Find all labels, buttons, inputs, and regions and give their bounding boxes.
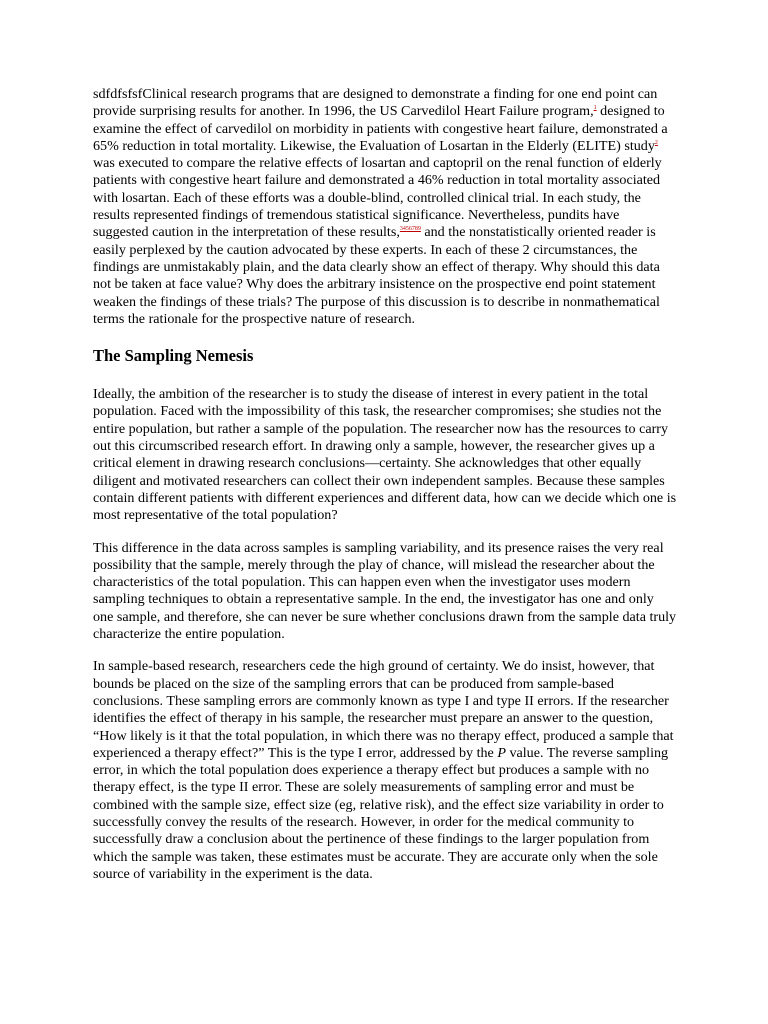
reference-link-1[interactable]: 1 — [593, 105, 597, 112]
section-heading: The Sampling Nemesis — [93, 346, 254, 366]
sampling-paragraph-3 — [93, 658, 677, 883]
document-page — [93, 86, 677, 898]
intro-text-1: sdfdfsfsfClinical research programs that are designed to demonstrate a finding for one end point can provide surprising results for another. In 1996, the US Carvedilol Heart Failure program, — [93, 86, 658, 120]
sampling-paragraph-1: Ideally, the ambition of the researcher is to study the disease of interest in every patient in the total population. Faced with the impossibility of this task, the researcher compromises; she studies not the entire population, but rather a sample of the population. The researcher now has the resources to carry out this circumscribed research effort. In drawing only a sample, however, the researcher gives up a critical element in drawing research conclusions—certainty. She acknowledges that other equally diligent and motivated researchers can collect their own independent samples. Because these samples contain different patients with different experiences and different data, how can we decide which one is most representative of the total population? — [93, 386, 677, 524]
intro-text-2: designed to examine the effect of carvedilol on morbidity in patients with congestive heart failure, demonstrated a 65% reduction in total mortality. Likewise, the Evaluation of Losartan in the Elderly (ELITE) study — [93, 103, 668, 154]
intro-paragraph — [93, 86, 677, 328]
reference-link-2[interactable]: 2 — [654, 139, 658, 146]
intro-text-3: was executed to compare the relative effects of losartan and captopril on the renal function of elderly patients with congestive heart failure and demonstrated a 46% reduction in total mortality associated with losartan. Each of these efforts was a double-blind, controlled clinical trial. In each study, the results represented findings of tremendous statistical significance. Nevertheless, pundits have suggested caution in the interpretation of these results, — [93, 155, 662, 241]
sampling-paragraph-2: This difference in the data across samples is sampling variability, and its presence raises the very real possibility that the sample, merely through the play of chance, will mislead the researcher about the characteristics of the total population. This can happen even when the investigator uses modern sampling techniques to obtain a representative sample. In the end, the investigator has one and only one sample, and therefore, she can never be sure whether conclusions drawn from the sample data truly characterize the entire population. — [93, 539, 677, 643]
reference-link-3[interactable]: 3456789 — [399, 226, 421, 233]
intro-text-4: and the nonstatistically oriented reader is easily perplexed by the caution advocated by these experts. In each of these 2 circumstances, the findings are unmistakably plain, and the data clearly show an effect of therapy. Why should this data not be taken at face value? Why does the arbitrary insistence on the prospective end point statement weaken the findings of these trials? The purpose of this discussion is to describe in nonmathematical terms the rationale for the prospective nature of research. — [93, 224, 660, 327]
errors-text-2: value. The reverse sampling error, in which the total population does experience a therapy effect but produces a sample with no therapy effect, is the type II error. These are solely measurements of sampling error and must be combined with the sample size, effect size (eg, relative risk), and the effect size variability in order to successfully convey the results of the research. However, in order for the medical community to successfully draw a conclusion about the pertinence of these findings to the larger population from which the sample was taken, these estimates must be accurate. They are accurate only when the sole source of variability in the experiment is the data. — [93, 744, 669, 882]
p-value-symbol: P — [497, 744, 506, 761]
errors-text-1: In sample-based research, researchers cede the high ground of certainty. We do insist, however, that bounds be placed on the size of the sampling errors that can be produced from sample-based conclusions. These sampling errors are commonly known as type I and type II errors. If the researcher identifies the effect of therapy in his sample, the researcher must prepare an answer to the question, “How likely is it that the total population, in which there was no therapy effect, produced a sample that experienced a therapy effect?” This is the type I error, addressed by the — [93, 658, 674, 761]
